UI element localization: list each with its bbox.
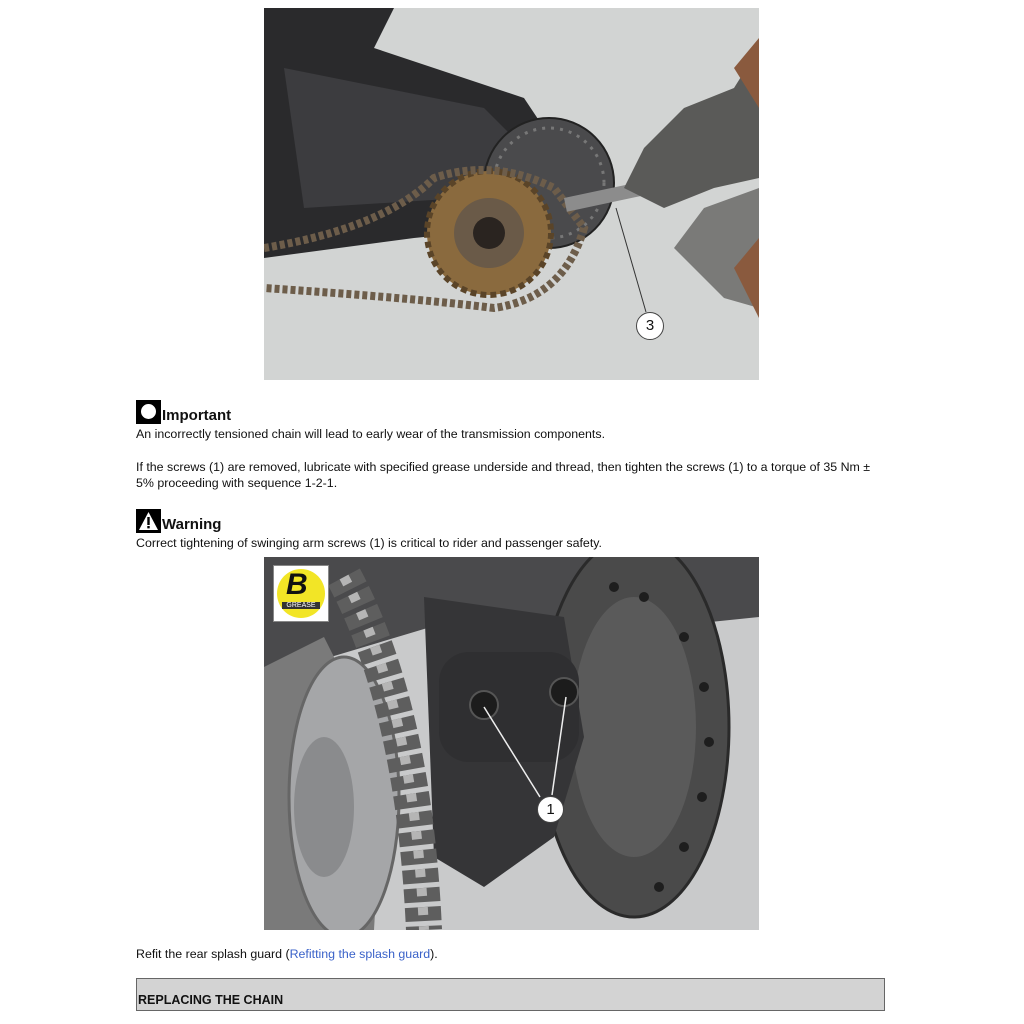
grease-b-badge: B GREASE — [273, 565, 329, 622]
refit-text: Refit the rear splash guard (Refitting the splash guard). — [136, 947, 438, 961]
warning-heading — [136, 509, 221, 533]
important-text: An incorrectly tensioned chain will lead to early wear of the transmission components. — [136, 427, 606, 441]
important-title: Important — [162, 407, 232, 424]
refitting-splash-guard-link[interactable]: Refitting the splash guard — [289, 947, 431, 961]
paragraph-line-2: 5% proceeding with sequence 1-2-1. — [136, 476, 338, 490]
figure-chain-tension-photo — [264, 8, 759, 380]
callout-1: 1 — [537, 796, 564, 823]
warning-text: Correct tightening of swinging arm screws (1) is critical to rider and passenger safety. — [136, 536, 602, 550]
warning-triangle-icon — [136, 509, 161, 533]
important-heading — [136, 400, 231, 424]
important-circle-icon — [136, 400, 161, 424]
section-title: REPLACING THE CHAIN — [138, 993, 284, 1007]
section-header-replacing-chain — [136, 978, 885, 1011]
warning-title: Warning — [162, 516, 222, 533]
callout-3: 3 — [636, 312, 664, 340]
figure-swingarm-screws-photo — [264, 557, 759, 930]
paragraph-line-1: If the screws (1) are removed, lubricate with specified grease underside and thread, then tighten the screws (1) to a torque of 35 Nm ± — [136, 460, 871, 474]
